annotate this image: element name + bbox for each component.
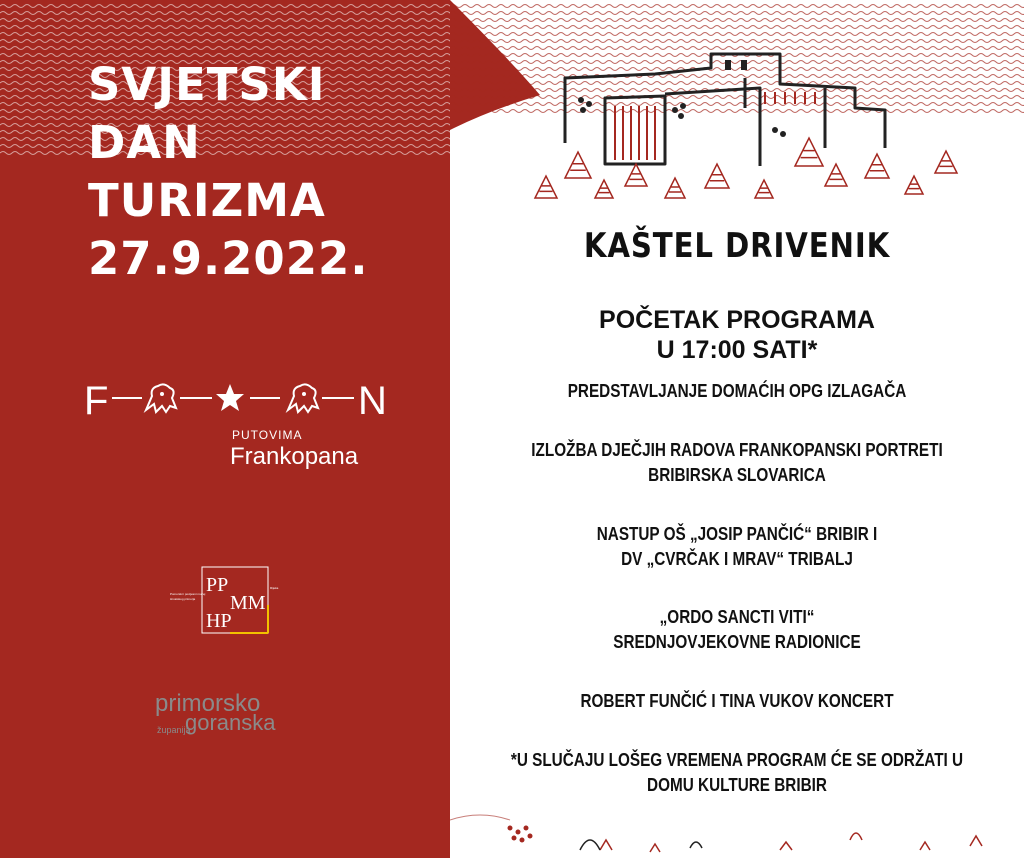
county-logo-word: goranska [185, 710, 276, 735]
wave-line [450, 12, 1024, 15]
wave-line [0, 47, 450, 50]
tree-shape [535, 176, 557, 198]
wave-line [450, 5, 1024, 8]
program-item-line: BRIBIRSKA SLOVARICA [648, 465, 826, 485]
tree-shape [755, 180, 773, 198]
svg-text:MM: MM [230, 592, 266, 614]
logo-subtitle-small: PUTOVIMA [232, 428, 303, 442]
tree-shape [825, 164, 847, 186]
program-title-line: U 17:00 SATI* [656, 336, 818, 364]
ppmhp-logo [170, 565, 280, 635]
svg-text:Rijeka: Rijeka [270, 586, 279, 590]
program-item [493, 379, 981, 404]
program-item [493, 438, 981, 488]
program-item-line: NASTUP OŠ „JOSIP PANČIĆ“ BRIBIR I [596, 524, 878, 544]
svg-text:PP: PP [206, 574, 229, 596]
tree-shape [665, 178, 685, 198]
program-title [450, 305, 1024, 365]
program-item-line: DOMU KULTURE BRIBIR [647, 775, 827, 795]
tree-shape [905, 176, 923, 194]
program-item [493, 748, 981, 798]
lion-icon [288, 384, 318, 412]
star-icon [216, 384, 244, 411]
bottom-decoration [450, 800, 1024, 858]
tree-shape [565, 152, 591, 178]
program-item-line: „ORDO SANCTI VITI“ [659, 607, 815, 627]
county-logo-word: primorsko [155, 690, 261, 717]
event-heading: KAŠTEL DRIVENIK [583, 226, 891, 266]
title-line: 27.9.2022. [88, 232, 369, 285]
program-item-line: PREDSTAVLJANJE DOMAĆIH OPG IZLAGAČA [567, 381, 907, 401]
wave-line [0, 5, 450, 8]
svg-text:Pomorski i povijesni muzej: Pomorski i povijesni muzej [170, 592, 206, 596]
wave-line [0, 19, 450, 22]
program-item-line: ROBERT FUNČIĆ I TINA VUKOV KONCERT [580, 691, 894, 711]
left-panel [0, 0, 450, 858]
lion-icon [146, 384, 176, 412]
title-line: DAN [88, 116, 201, 169]
program-title-line: POČETAK PROGRAMA [599, 306, 875, 334]
title-line: TURIZMA [88, 174, 326, 227]
logo-letter-f: F [84, 379, 109, 422]
county-logo-word: županija [157, 725, 191, 735]
wave-line [0, 40, 450, 43]
wave-line [450, 40, 1024, 43]
tree-shape [625, 164, 647, 186]
program-item [493, 522, 981, 572]
wave-line [0, 12, 450, 15]
title-line: SVJETSKI [88, 58, 326, 111]
program-item-line: DV „CVRČAK I MRAV“ TRIBALJ [621, 549, 853, 569]
program-item-line: IZLOŽBA DJEČJIH RADOVA FRANKOPANSKI PORTRETI [531, 440, 943, 460]
castle-illustration [525, 48, 965, 218]
logo-letter-n: N [358, 379, 387, 422]
tree-shape [705, 164, 729, 188]
program-item-line: SREDNJOVJEKOVNE RADIONICE [613, 632, 861, 652]
program-item-line: *U SLUČAJU LOŠEG VREMENA PROGRAM ĆE SE ODRŽATI U [510, 750, 964, 770]
wave-line [0, 26, 450, 29]
wave-line [0, 33, 450, 36]
page-title [88, 56, 368, 288]
logo-subtitle-large: Frankopana [230, 443, 359, 470]
program-item [493, 605, 981, 655]
tree-shape [795, 138, 823, 166]
tree-shape [595, 180, 613, 198]
tree-shape [935, 151, 957, 173]
wave-line [450, 26, 1024, 29]
right-panel [450, 0, 1024, 858]
svg-text:Hrvatskog primorja: Hrvatskog primorja [170, 597, 196, 601]
tree-shape [865, 154, 889, 178]
wave-line [450, 33, 1024, 36]
frankopan-logo [84, 372, 394, 422]
svg-text:HP: HP [206, 610, 232, 632]
wave-line [450, 19, 1024, 22]
program-item [493, 689, 981, 714]
